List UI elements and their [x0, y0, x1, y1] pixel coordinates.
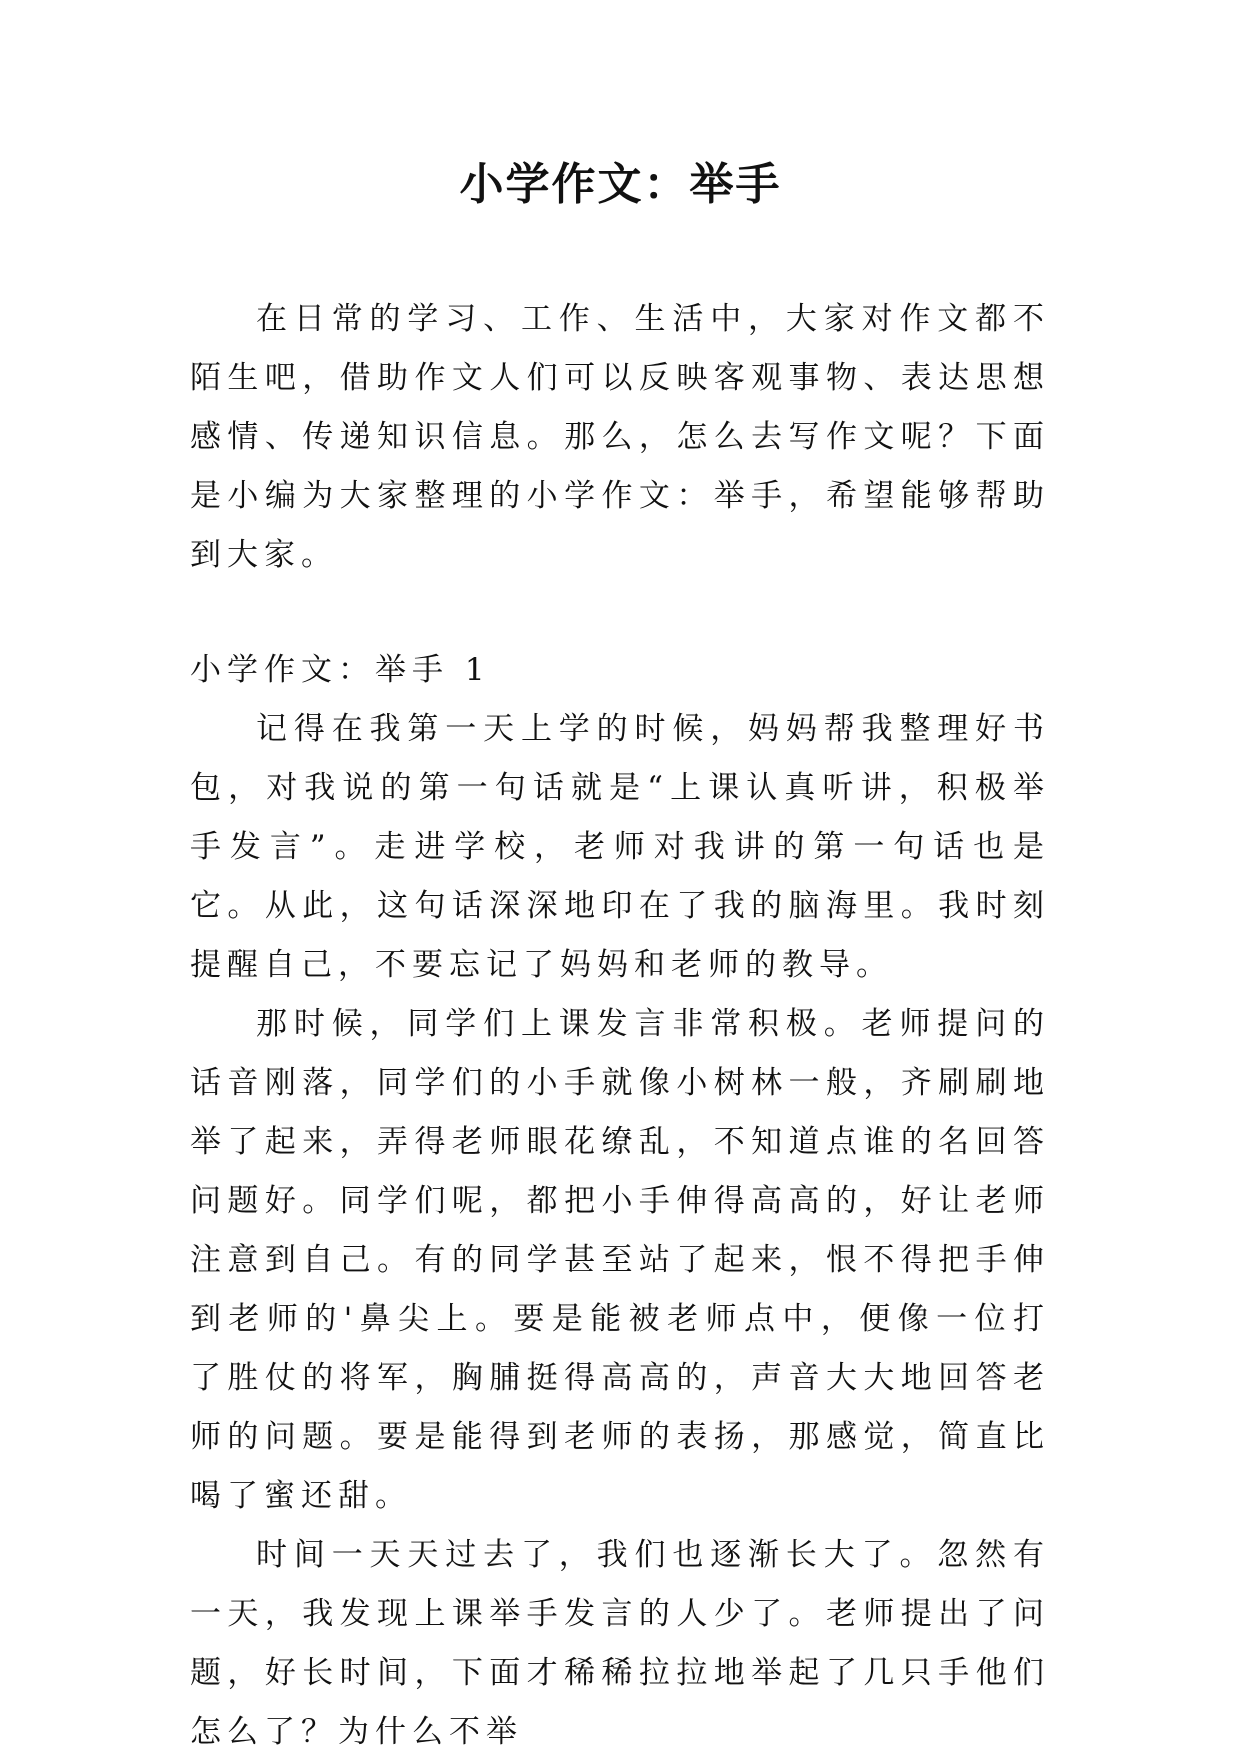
intro-paragraph: 在日常的学习、工作、生活中，大家对作文都不陌生吧，借助作文人们可以反映客观事物、表达思想感情、传递知识信息。那么，怎么去写作文呢？下面是小编为大家整理的小学作文：举手，希望能够帮助到大家。	[190, 301, 1050, 573]
body-paragraph: 那时候，同学们上课发言非常积极。老师提问的话音刚落，同学们的小手就像小树林一般，齐刷刷地举了起来，弄得老师眼花缭乱，不知道点谁的名回答问题好。同学们呢，都把小手伸得高高的，好让老师注意到自己。有的同学甚至站了起来，恨不得把手伸到老师的'鼻尖上。要是能被老师点中，便像一位打了胜仗的将军，胸脯挺得高高的，声音大大地回答老师的问题。要是能得到老师的表扬，那感觉，简直比喝了蜜还甜。	[190, 1006, 1050, 1514]
body-paragraph: 记得在我第一天上学的时候，妈妈帮我整理好书包，对我说的第一句话就是“上课认真听讲，积极举手发言”。走进学校，老师对我讲的第一句话也是它。从此，这句话深深地印在了我的脑海里。我时刻提醒自己，不要忘记了妈妈和老师的教导。	[190, 711, 1050, 983]
section-heading: 小学作文：举手 1	[190, 652, 491, 688]
body-paragraph: 时间一天天过去了，我们也逐渐长大了。忽然有一天，我发现上课举手发言的人少了。老师提出了问题，好长时间，下面才稀稀拉拉地举起了几只手他们怎么了？为什么不举	[190, 1537, 1050, 1750]
document-title: 小学作文：举手	[459, 159, 782, 210]
document-body	[190, 290, 1050, 1762]
